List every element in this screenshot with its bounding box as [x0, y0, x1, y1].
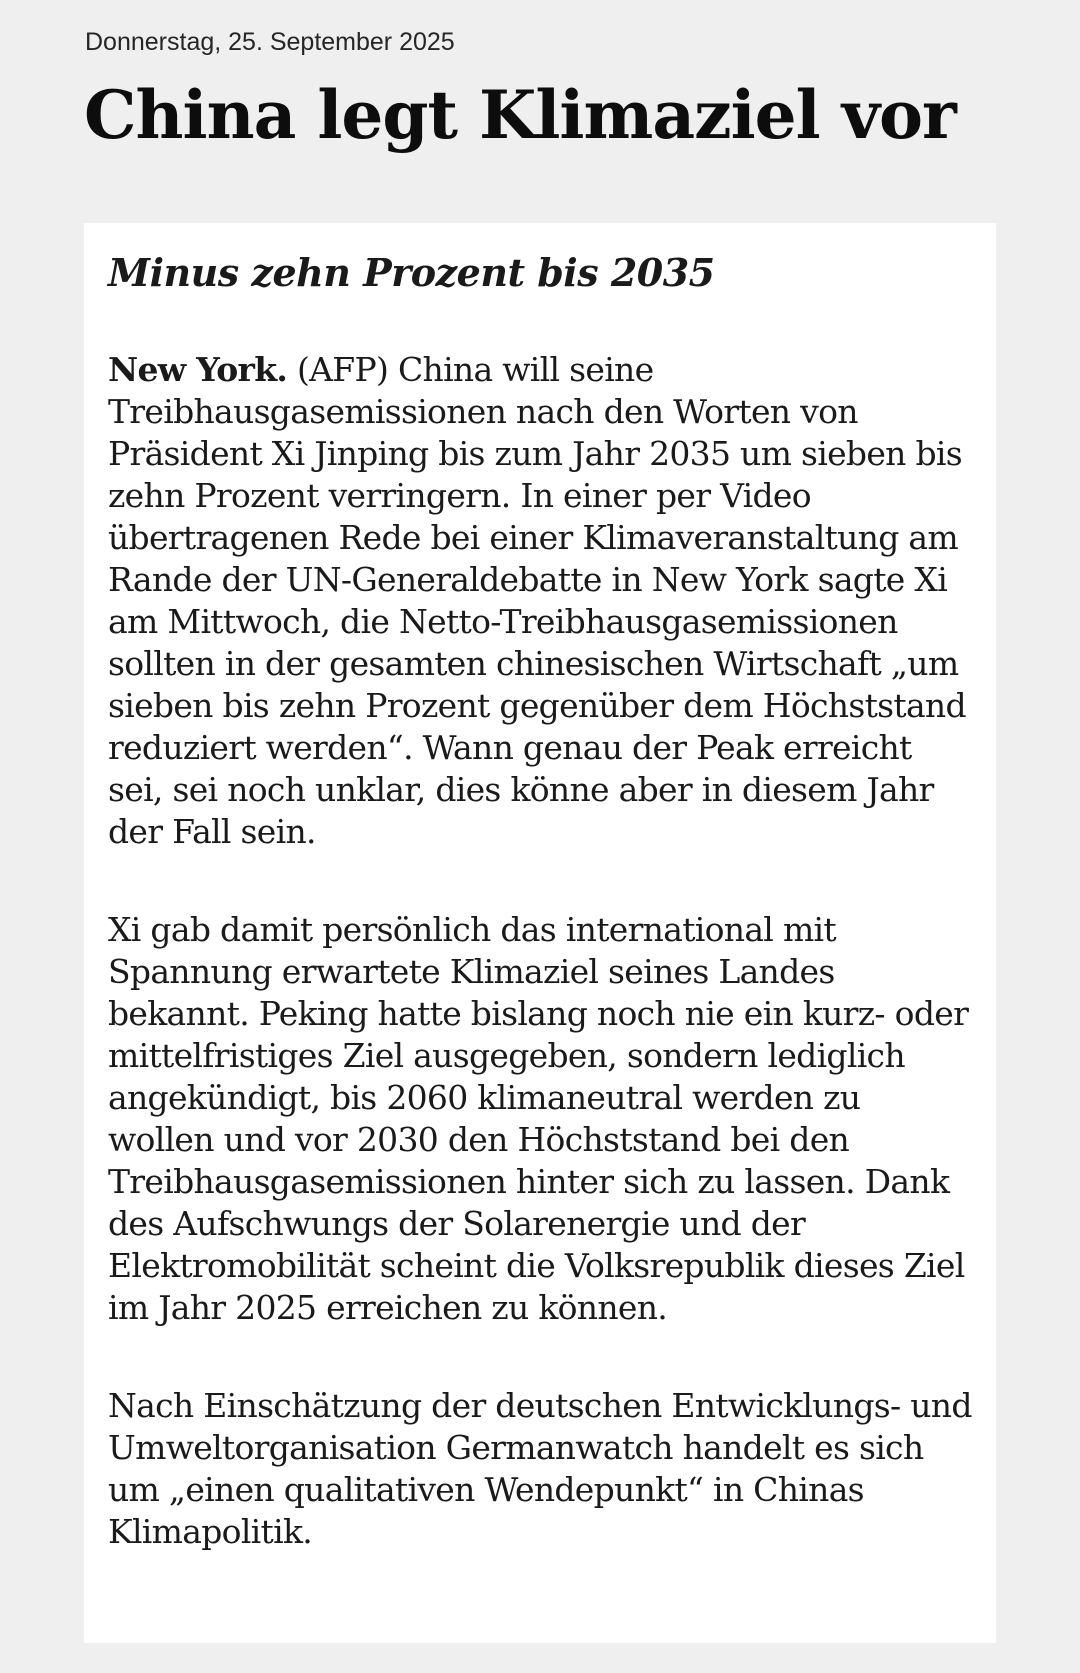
article-body-card: [84, 223, 996, 1643]
dateline-place: New York.: [108, 350, 288, 389]
article-paragraph: Xi gab damit persönlich das international mit Spannung erwartete Klimaziel seines Landes bekannt. Peking hatte bislang noch nie ein kurz- oder mittelfristiges Ziel ausgegeben, sondern lediglich angekündigt, bis 2060 klimaneutral werden zu wollen und vor 2030 den Höchststand bei den Treibhausgasemissionen hinter sich zu lassen. Dank des Aufschwungs der Solarenergie und der Elektromobilität scheint die Volksrepublik dieses Ziel im Jahr 2025 erreichen zu können.: [108, 910, 969, 1327]
article-subtitle: Minus zehn Prozent bis 2035: [108, 250, 715, 295]
article-headline: China legt Klimaziel vor: [84, 76, 956, 154]
article-paragraph: Nach Einschätzung der deutschen Entwicklungs- und Umweltorganisation Germanwatch handelt es sich um „einen qualitativen Wendepunkt“ in Chinas Klimapolitik.: [108, 1386, 972, 1551]
article-paragraph: [108, 349, 972, 853]
article-date: Donnerstag, 25. September 2025: [85, 28, 455, 56]
paragraph-text: (AFP) China will seine Treibhausgasemissionen nach den Worten von Präsident Xi Jinping bis zum Jahr 2035 um sieben bis zehn Prozent verringern. In einer per Video übertragenen Rede bei einer Klimaveranstaltung am Rande der UN-Generaldebatte in New York sagte Xi am Mittwoch, die Netto-Treibhausgasemissionen sollten in der gesamten chinesischen Wirtschaft „um sieben bis zehn Prozent gegenüber dem Höchststand reduziert werden“. Wann genau der Peak erreicht sei, sei noch unklar, dies könne aber in diesem Jahr der Fall sein.: [108, 350, 966, 851]
